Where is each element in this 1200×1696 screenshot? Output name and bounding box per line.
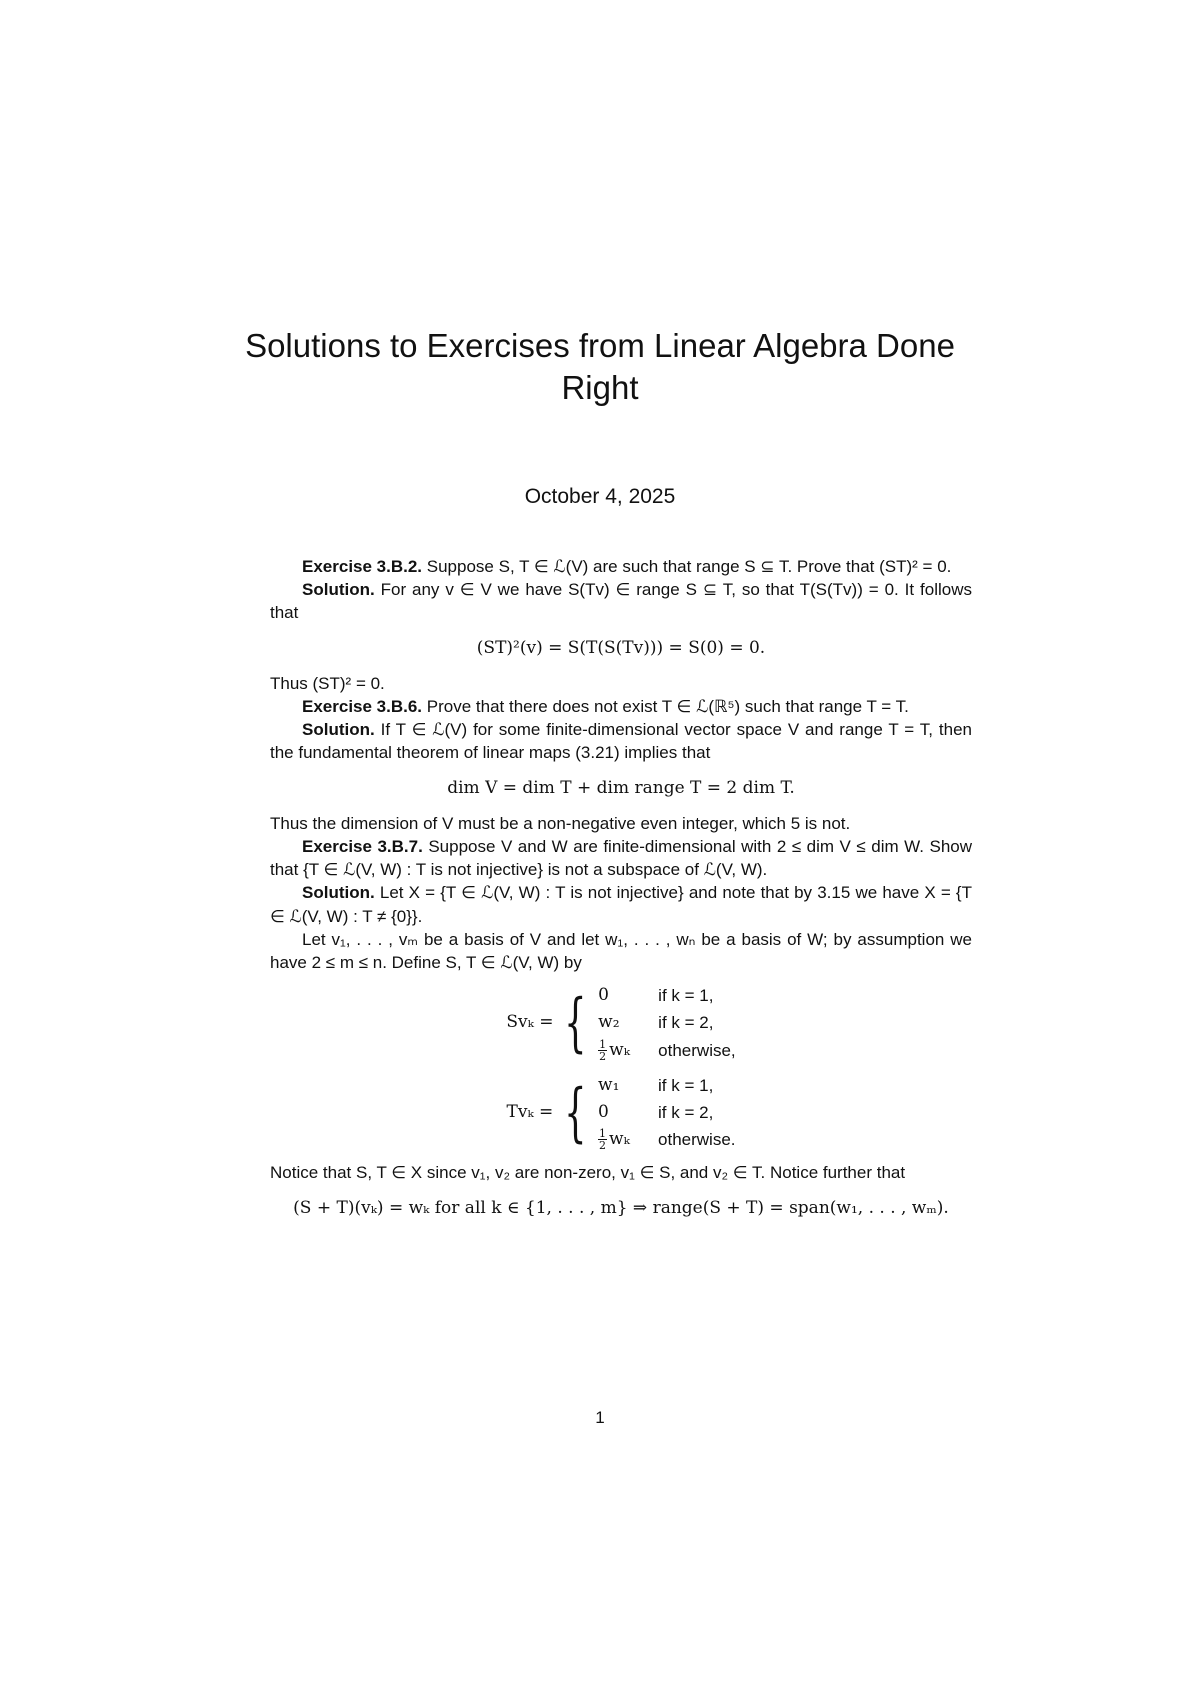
case-row	[598, 1126, 735, 1153]
exercise-text: Prove that there does not exist T ∈ ℒ(ℝ⁵) such that range T = T.	[426, 697, 909, 717]
piecewise-definition-t	[270, 1072, 972, 1154]
case-row	[598, 1099, 735, 1126]
case-value-fraction	[598, 1126, 658, 1153]
solution-label: Solution.	[302, 580, 375, 600]
conclusion-text: Thus (ST)² = 0.	[270, 673, 385, 693]
case-condition: otherwise,	[658, 1040, 736, 1060]
exercise-label: Exercise 3.B.6.	[302, 697, 423, 717]
exercise-label: Exercise 3.B.2.	[302, 557, 423, 576]
display-equation: (ST)²(v) = S(T(S(Tv))) = S(0) = 0.	[476, 637, 766, 658]
solution-label: Solution.	[302, 883, 375, 903]
fraction-one-half: $\frac{1}{2}$	[599, 1127, 607, 1153]
exercise-3b2-statement	[270, 555, 972, 578]
case-row	[598, 1072, 735, 1099]
exercise-3b7-solution	[270, 881, 972, 927]
document-date: October 4, 2025	[524, 485, 676, 508]
exercise-text: Suppose V and W are finite-dimensional with 2 ≤ dim V ≤ dim W. Show that {T ∈ ℒ(V, W) : T is not injective} is not a subspace of ℒ(V, W).	[270, 837, 973, 880]
cases-table	[598, 982, 735, 1064]
document-body	[270, 555, 972, 1232]
exercise-3b2-solution	[270, 578, 972, 624]
case-value: wₖ	[609, 1129, 630, 1150]
exercise-label: Exercise 3.B.7.	[302, 837, 423, 857]
display-equation: dim V = dim T + dim range T = 2 dim T.	[447, 777, 795, 798]
page-number: 1	[595, 1408, 605, 1427]
solution-text: If T ∈ ℒ(V) for some finite-dimensional vector space V and range T = T, then the fundamental theorem of linear maps (3.21) implies that	[270, 720, 972, 763]
basis-paragraph: Let v₁, . . . , vₘ be a basis of V and let w₁, . . . , wₙ be a basis of W; by assumption we have 2 ≤ m ≤ n. Define S, T ∈ ℒ(V, W) by	[270, 929, 972, 973]
case-row	[598, 1037, 735, 1064]
piecewise-lhs: Svₖ =	[506, 1012, 554, 1033]
case-value-fraction	[598, 1037, 658, 1064]
case-value: 0	[598, 1102, 609, 1123]
case-condition: if k = 2,	[658, 1013, 714, 1033]
solution-text: Let X = {T ∈ ℒ(V, W) : T is not injective} and note that by 3.15 we have X = {T ∈ ℒ(V, W) : T ≠ {0}}.	[270, 883, 972, 926]
case-condition: if k = 2,	[658, 1103, 714, 1123]
case-value: w₁	[598, 1074, 620, 1095]
exercise-3b6-statement	[270, 695, 972, 718]
conclusion-text: Thus the dimension of V must be a non-negative even integer, which 5 is not.	[270, 813, 851, 833]
document-title: Solutions to Exercises from Linear Algebra Done Right	[245, 327, 955, 406]
left-brace-icon: {	[564, 1075, 587, 1150]
solution-label: Solution.	[302, 720, 375, 740]
left-brace-icon: {	[564, 986, 588, 1061]
case-value: 0	[598, 985, 609, 1006]
piecewise-lhs: Tvₖ =	[506, 1102, 554, 1123]
case-value: wₖ	[609, 1039, 630, 1060]
case-value: w₂	[598, 1012, 620, 1033]
case-condition: otherwise.	[658, 1130, 736, 1150]
exercise-3b7-statement	[270, 835, 972, 881]
cases-table	[598, 1072, 735, 1154]
case-row	[598, 1009, 735, 1036]
solution-text: For any v ∈ V we have S(Tv) ∈ range S ⊆ T, so that T(S(Tv)) = 0. It follows that	[270, 580, 972, 623]
case-condition: if k = 1,	[658, 986, 714, 1006]
piecewise-definition-s	[270, 982, 972, 1064]
exercise-text: Suppose S, T ∈ ℒ(V) are such that range S ⊆ T. Prove that (ST)² = 0.	[426, 557, 952, 576]
fraction-one-half: $\frac{1}{2}$	[599, 1037, 607, 1063]
case-condition: if k = 1,	[658, 1075, 714, 1095]
display-equation: (S + T)(vₖ) = wₖ for all k ∈ {1, . . . , m} ⇒ range(S + T) = span(w₁, . . . , wₘ).	[293, 1197, 949, 1218]
exercise-3b6-solution	[270, 718, 972, 764]
notice-paragraph: Notice that S, T ∈ X since v₁, v₂ are non-zero, v₁ ∈ S, and v₂ ∈ T. Notice further that	[270, 1163, 906, 1183]
case-row	[598, 982, 735, 1009]
